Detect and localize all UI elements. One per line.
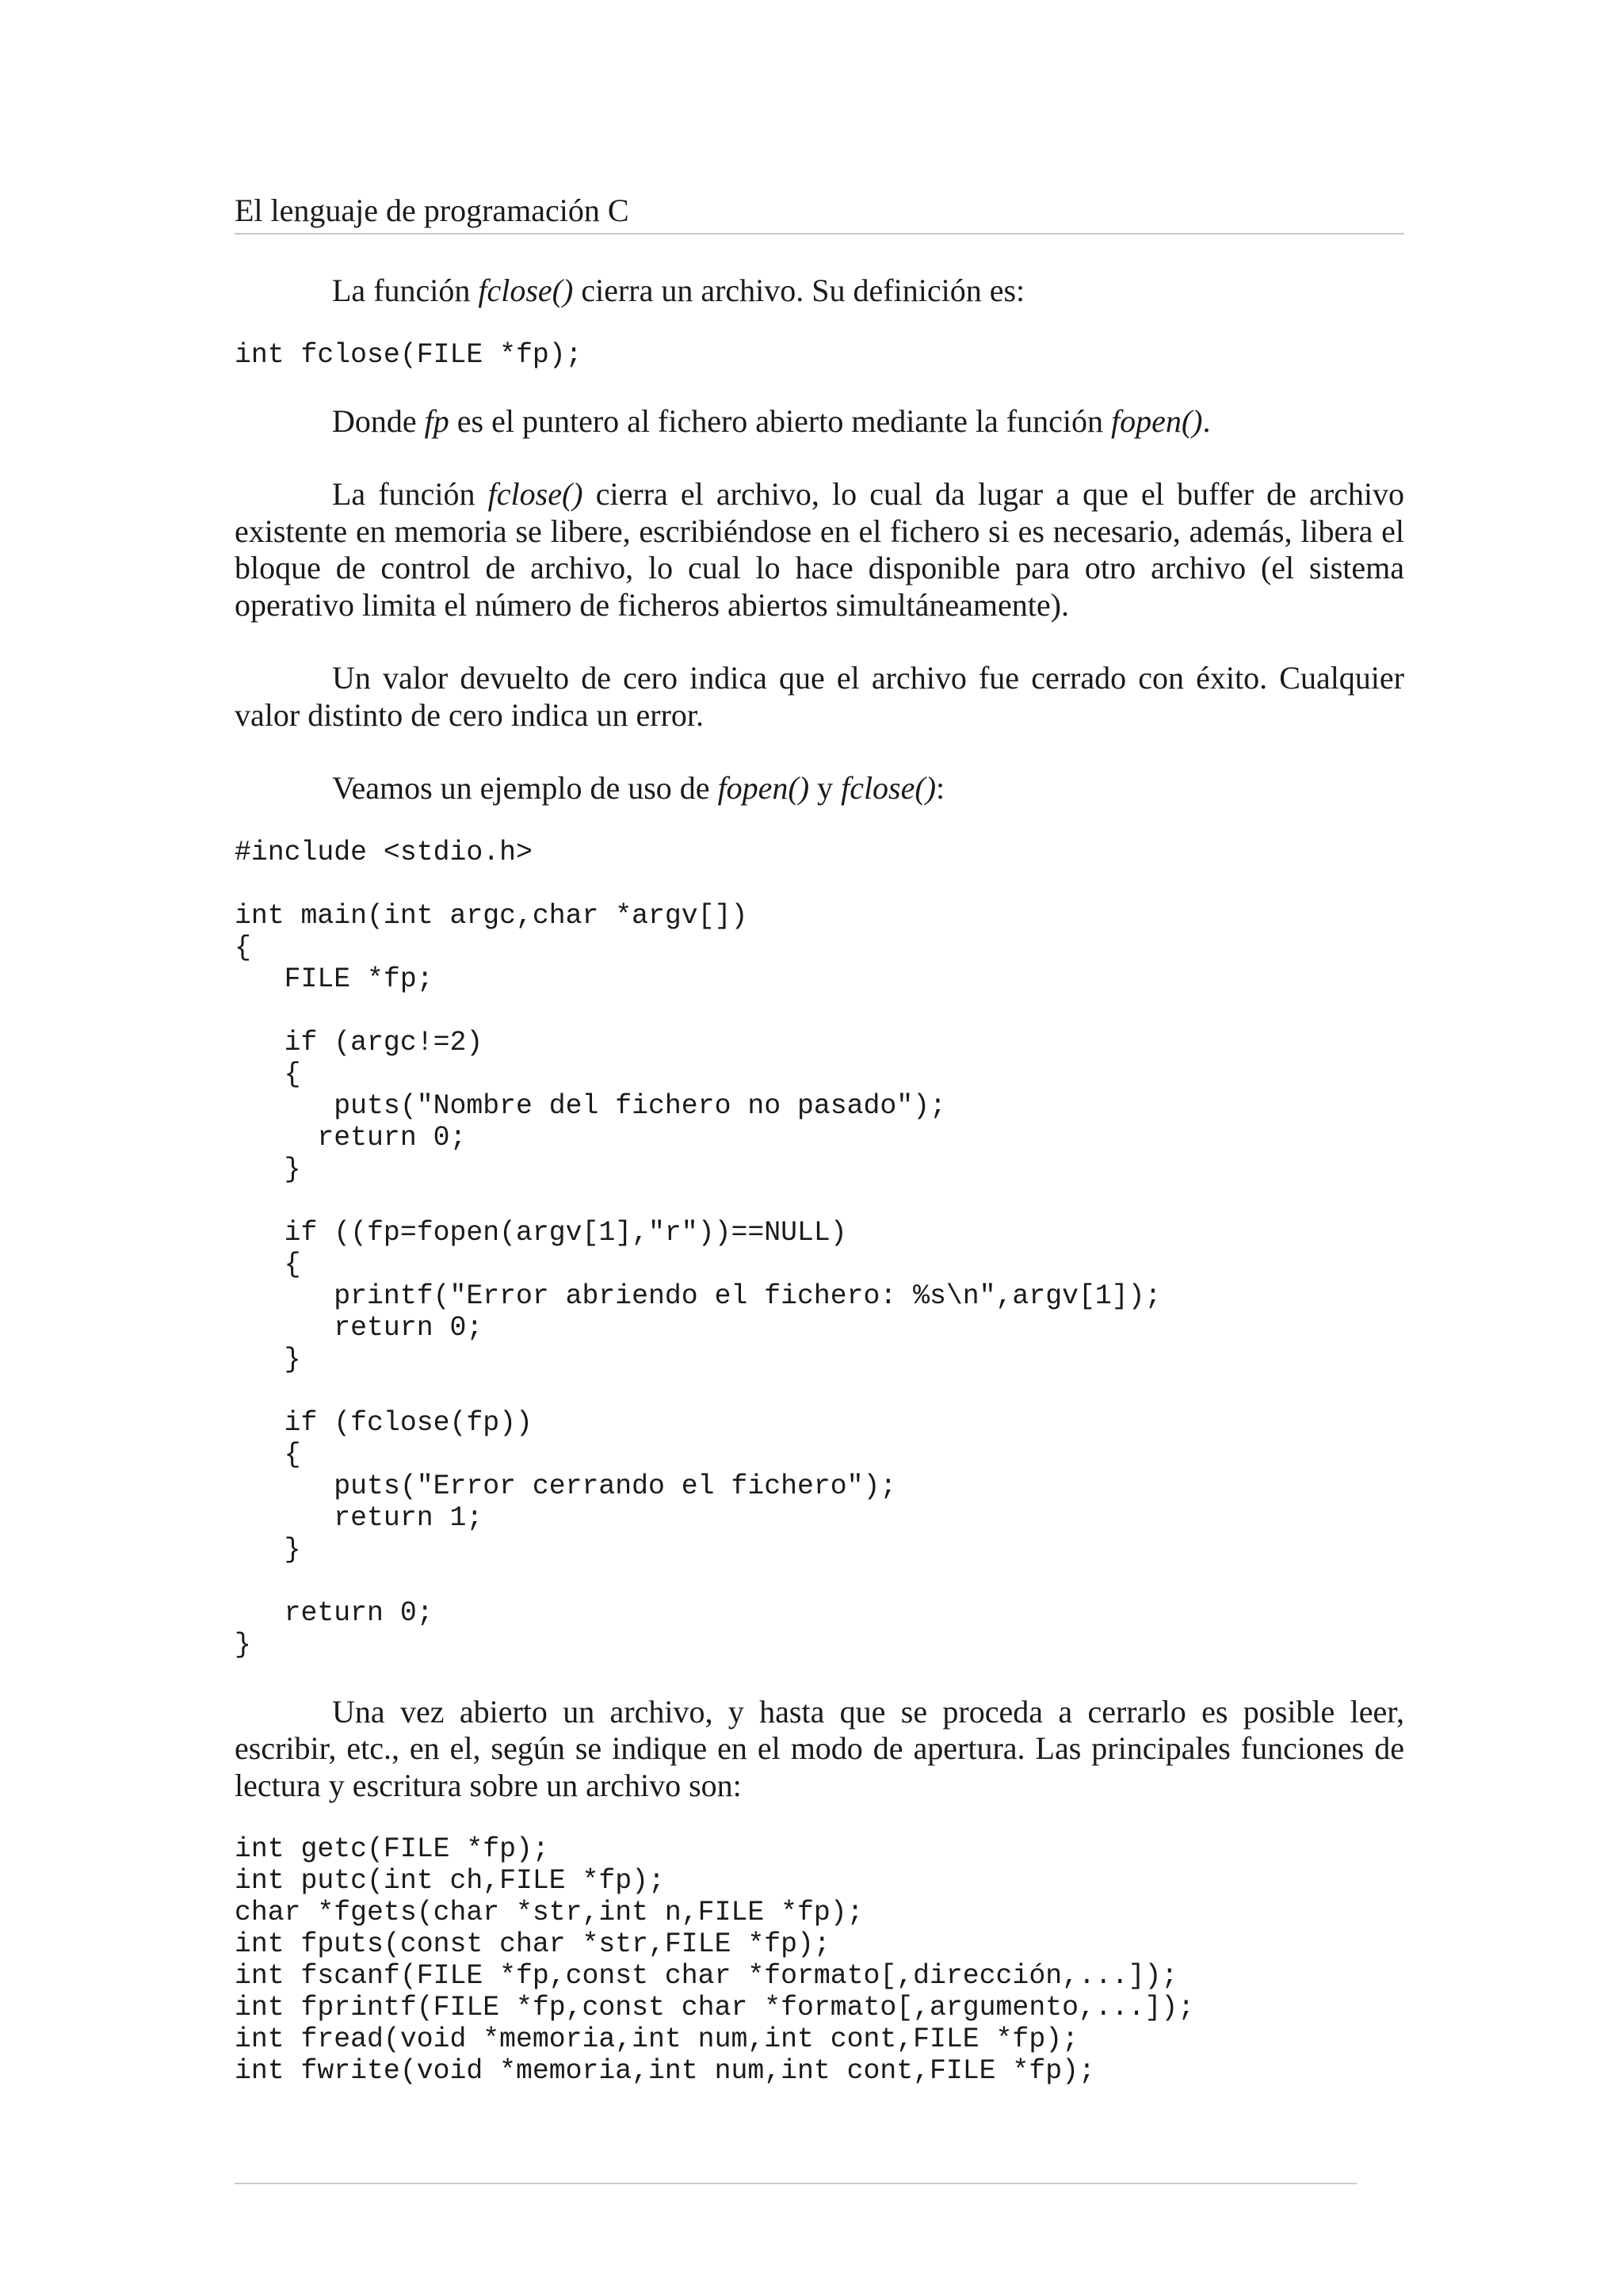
paragraph-return-value: Un valor devuelto de cero indica que el archivo fue cerrado con éxito. Cualquier valor distinto de cero indica un error. — [235, 660, 1404, 733]
paragraph-example-intro: Veamos un ejemplo de uso de fopen() y fclose(): — [332, 770, 945, 806]
code-example-program: #include <stdio.h> int main(int argc,char *argv[]) { FILE *fp; if (argc!=2) { puts("Nombre del fichero no pasado"); return 0; } if ((fp=fopen(argv[1],"r"))==NULL) { printf("Error abriendo el fichero: %s\n",argv[1]); return 0; } if (fclose(fp)) { puts("Error cerrando el fichero"); return 1; } return 0; } — [235, 837, 1162, 1661]
footer-rule — [235, 2183, 1357, 2184]
paragraph-fclose-intro: La función fclose() cierra un archivo. Su definición es: — [332, 273, 1025, 308]
function-name: fopen() — [1110, 402, 1203, 439]
variable-name: fp — [424, 402, 449, 439]
code-io-prototypes: int getc(FILE *fp); int putc(int ch,FILE *fp); char *fgets(char *str,int n,FILE *fp); int fputs(const char *str,FILE *fp); int fscanf(FILE *fp,const char *formato[,dirección,...]); int fprintf(FILE *fp,const char *formato[,argumento,...]); int fread(void *memoria,int num,int cont,FILE *fp); int fwrite(void *memoria,int num,int cont,FILE *fp); — [235, 1834, 1195, 2087]
function-name: fopen() — [717, 770, 810, 806]
function-name: fclose() — [478, 273, 574, 308]
function-name: fclose() — [487, 476, 583, 512]
paragraph-fp-description: Donde fp es el puntero al fichero abierto mediante la función fopen(). — [332, 402, 1211, 439]
paragraph-read-write-intro: Una vez abierto un archivo, y hasta que se proceda a cerrarlo es posible leer, escribir, etc., en el, según se indique en el modo de apertura. Las principales funciones de lectura y escritura sobre un archivo son: — [235, 1693, 1404, 1803]
function-name: fclose() — [841, 770, 937, 806]
document-page — [235, 190, 1404, 2088]
running-header: El lenguaje de programación C — [235, 190, 1404, 235]
code-fclose-prototype: int fclose(FILE *fp); — [235, 339, 582, 371]
paragraph-fclose-behavior: La función fclose() cierra el archivo, lo cual da lugar a que el buffer de archivo existente en memoria se libere, escribiéndose en el fichero si es necesario, además, libera el bloque de control de archivo, lo cual lo hace disponible para otro archivo (el sistema operativo limita el número de ficheros abiertos simultáneamente). — [235, 476, 1404, 623]
